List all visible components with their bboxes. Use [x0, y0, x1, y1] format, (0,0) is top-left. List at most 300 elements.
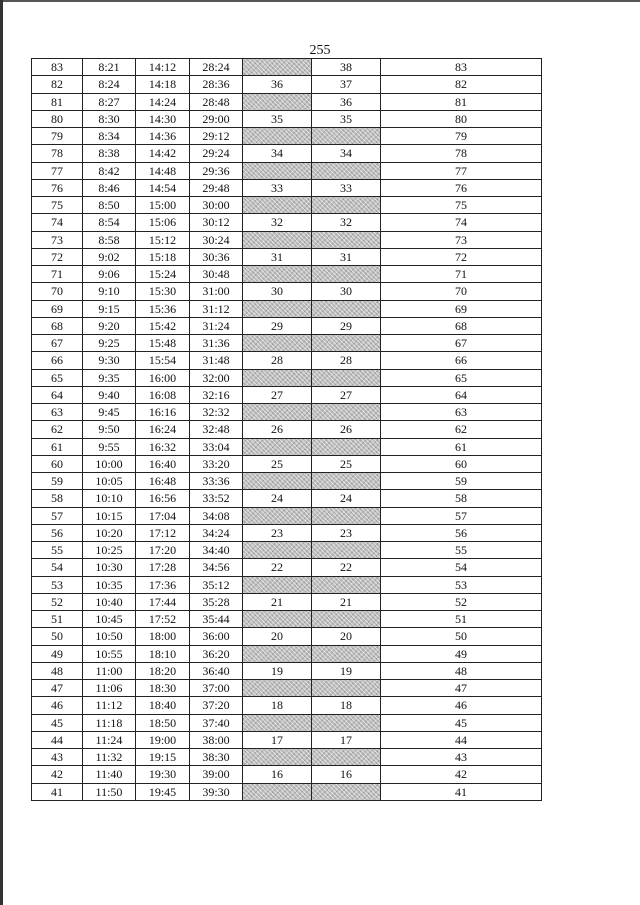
- time-cell-2: 16:40: [136, 455, 190, 472]
- score-cell-a: [243, 93, 312, 110]
- time-cell-1: 11:50: [83, 783, 136, 800]
- table-row: [32, 680, 542, 697]
- time-cell-2: 15:48: [136, 335, 190, 352]
- page-number: 255: [309, 43, 331, 58]
- score-cell-a: [243, 611, 312, 628]
- table-row: [32, 214, 542, 231]
- time-cell-2: 16:16: [136, 404, 190, 421]
- points-cell: 52: [32, 593, 83, 610]
- time-cell-3: 30:12: [190, 214, 243, 231]
- points-cell-right: 61: [381, 438, 542, 455]
- time-cell-3: 33:04: [190, 438, 243, 455]
- points-cell: 64: [32, 386, 83, 403]
- points-cell-right: 72: [381, 248, 542, 265]
- time-cell-2: 18:40: [136, 697, 190, 714]
- table-row: [32, 473, 542, 490]
- score-cell-a: [243, 128, 312, 145]
- time-cell-2: 14:42: [136, 145, 190, 162]
- time-cell-3: 38:30: [190, 749, 243, 766]
- score-cell-a: [243, 645, 312, 662]
- score-cell-b: [312, 404, 381, 421]
- time-cell-2: 17:44: [136, 593, 190, 610]
- points-cell: 53: [32, 576, 83, 593]
- time-cell-1: 9:30: [83, 352, 136, 369]
- points-cell-right: 79: [381, 128, 542, 145]
- table-row: [32, 110, 542, 127]
- time-cell-1: 11:24: [83, 731, 136, 748]
- points-cell-right: 82: [381, 76, 542, 93]
- score-cell-a: 21: [243, 593, 312, 610]
- time-cell-1: 9:45: [83, 404, 136, 421]
- time-cell-1: 9:55: [83, 438, 136, 455]
- time-cell-3: 31:24: [190, 317, 243, 334]
- time-cell-1: 8:46: [83, 179, 136, 196]
- table-row: [32, 76, 542, 93]
- points-cell: 59: [32, 473, 83, 490]
- score-cell-a: 25: [243, 455, 312, 472]
- time-cell-1: 9:15: [83, 300, 136, 317]
- score-cell-b: [312, 473, 381, 490]
- time-cell-2: 18:00: [136, 628, 190, 645]
- time-cell-1: 8:30: [83, 110, 136, 127]
- score-cell-b: 37: [312, 76, 381, 93]
- points-cell-right: 44: [381, 731, 542, 748]
- time-cell-1: 8:54: [83, 214, 136, 231]
- time-cell-1: 10:25: [83, 542, 136, 559]
- time-cell-1: 8:58: [83, 231, 136, 248]
- score-cell-a: 29: [243, 317, 312, 334]
- time-cell-1: 11:18: [83, 714, 136, 731]
- score-cell-b: 28: [312, 352, 381, 369]
- time-cell-1: 9:35: [83, 369, 136, 386]
- points-cell-right: 56: [381, 524, 542, 541]
- time-cell-1: 10:30: [83, 559, 136, 576]
- points-cell: 45: [32, 714, 83, 731]
- score-cell-b: 36: [312, 93, 381, 110]
- score-cell-b: 32: [312, 214, 381, 231]
- points-cell: 46: [32, 697, 83, 714]
- points-cell: 67: [32, 335, 83, 352]
- table-row: [32, 59, 542, 76]
- score-cell-a: [243, 473, 312, 490]
- time-cell-2: 17:52: [136, 611, 190, 628]
- table-row: [32, 128, 542, 145]
- score-cell-b: 34: [312, 145, 381, 162]
- points-cell: 70: [32, 283, 83, 300]
- time-cell-3: 30:36: [190, 248, 243, 265]
- score-cell-a: 20: [243, 628, 312, 645]
- score-cell-a: [243, 231, 312, 248]
- score-cell-b: [312, 783, 381, 800]
- time-cell-1: 10:05: [83, 473, 136, 490]
- table-row: [32, 369, 542, 386]
- score-cell-b: 25: [312, 455, 381, 472]
- table-row: [32, 714, 542, 731]
- time-cell-2: 17:28: [136, 559, 190, 576]
- points-cell: 82: [32, 76, 83, 93]
- time-cell-1: 11:40: [83, 766, 136, 783]
- score-cell-b: [312, 335, 381, 352]
- time-cell-1: 8:24: [83, 76, 136, 93]
- points-cell-right: 81: [381, 93, 542, 110]
- time-cell-2: 15:00: [136, 197, 190, 214]
- table-row: [32, 352, 542, 369]
- table-row: [32, 645, 542, 662]
- score-cell-a: 19: [243, 662, 312, 679]
- time-cell-1: 10:55: [83, 645, 136, 662]
- score-cell-b: 22: [312, 559, 381, 576]
- points-cell-right: 68: [381, 317, 542, 334]
- points-cell: 62: [32, 421, 83, 438]
- score-cell-b: [312, 438, 381, 455]
- points-cell: 61: [32, 438, 83, 455]
- time-cell-3: 34:56: [190, 559, 243, 576]
- time-cell-2: 18:30: [136, 680, 190, 697]
- points-cell-right: 41: [381, 783, 542, 800]
- time-cell-2: 19:45: [136, 783, 190, 800]
- score-cell-a: [243, 576, 312, 593]
- points-cell-right: 77: [381, 162, 542, 179]
- points-cell: 83: [32, 59, 83, 76]
- time-cell-2: 16:24: [136, 421, 190, 438]
- score-cell-a: 31: [243, 248, 312, 265]
- score-cell-b: [312, 749, 381, 766]
- points-cell: 77: [32, 162, 83, 179]
- time-cell-3: 36:40: [190, 662, 243, 679]
- score-cell-a: 30: [243, 283, 312, 300]
- points-cell: 57: [32, 507, 83, 524]
- points-cell-right: 63: [381, 404, 542, 421]
- time-cell-3: 38:00: [190, 731, 243, 748]
- points-cell-right: 58: [381, 490, 542, 507]
- time-cell-2: 18:50: [136, 714, 190, 731]
- points-cell: 47: [32, 680, 83, 697]
- time-cell-3: 29:00: [190, 110, 243, 127]
- points-cell-right: 53: [381, 576, 542, 593]
- time-cell-2: 14:48: [136, 162, 190, 179]
- points-cell-right: 78: [381, 145, 542, 162]
- score-cell-b: [312, 300, 381, 317]
- table-row: [32, 455, 542, 472]
- score-cell-b: 16: [312, 766, 381, 783]
- time-cell-1: 10:00: [83, 455, 136, 472]
- score-cell-b: 27: [312, 386, 381, 403]
- time-cell-3: 31:36: [190, 335, 243, 352]
- time-cell-3: 37:00: [190, 680, 243, 697]
- time-cell-3: 29:24: [190, 145, 243, 162]
- time-cell-3: 34:08: [190, 507, 243, 524]
- score-cell-b: [312, 197, 381, 214]
- points-cell: 69: [32, 300, 83, 317]
- points-cell-right: 70: [381, 283, 542, 300]
- score-cell-a: 16: [243, 766, 312, 783]
- time-cell-1: 10:10: [83, 490, 136, 507]
- time-cell-2: 14:18: [136, 76, 190, 93]
- table-row: [32, 490, 542, 507]
- score-cell-b: 18: [312, 697, 381, 714]
- time-cell-3: 36:00: [190, 628, 243, 645]
- score-cell-b: 26: [312, 421, 381, 438]
- table-row: [32, 335, 542, 352]
- table-row: [32, 731, 542, 748]
- score-cell-a: [243, 59, 312, 76]
- score-cell-b: [312, 576, 381, 593]
- time-cell-3: 37:20: [190, 697, 243, 714]
- points-cell: 75: [32, 197, 83, 214]
- table-row: [32, 438, 542, 455]
- points-cell: 79: [32, 128, 83, 145]
- time-cell-3: 29:36: [190, 162, 243, 179]
- points-cell: 48: [32, 662, 83, 679]
- points-cell-right: 48: [381, 662, 542, 679]
- time-cell-2: 17:04: [136, 507, 190, 524]
- score-cell-a: 26: [243, 421, 312, 438]
- time-cell-1: 8:27: [83, 93, 136, 110]
- table-body: [32, 59, 542, 801]
- score-cell-a: 17: [243, 731, 312, 748]
- time-cell-1: 9:25: [83, 335, 136, 352]
- table-row: [32, 576, 542, 593]
- table-row: [32, 266, 542, 283]
- points-cell-right: 83: [381, 59, 542, 76]
- time-cell-3: 33:52: [190, 490, 243, 507]
- time-cell-3: 32:00: [190, 369, 243, 386]
- time-cell-3: 36:20: [190, 645, 243, 662]
- score-cell-b: 30: [312, 283, 381, 300]
- time-cell-3: 28:36: [190, 76, 243, 93]
- table-row: [32, 628, 542, 645]
- table-row: [32, 662, 542, 679]
- score-table: [31, 58, 542, 801]
- time-cell-1: 9:50: [83, 421, 136, 438]
- time-cell-3: 29:48: [190, 179, 243, 196]
- score-cell-a: 22: [243, 559, 312, 576]
- score-cell-a: 28: [243, 352, 312, 369]
- time-cell-2: 17:12: [136, 524, 190, 541]
- points-cell: 71: [32, 266, 83, 283]
- points-cell-right: 51: [381, 611, 542, 628]
- points-cell: 65: [32, 369, 83, 386]
- score-cell-a: [243, 335, 312, 352]
- time-cell-1: 9:10: [83, 283, 136, 300]
- time-cell-1: 8:38: [83, 145, 136, 162]
- points-cell-right: 45: [381, 714, 542, 731]
- score-cell-a: [243, 404, 312, 421]
- score-cell-a: 24: [243, 490, 312, 507]
- time-cell-1: 8:42: [83, 162, 136, 179]
- score-cell-b: 23: [312, 524, 381, 541]
- score-cell-a: 36: [243, 76, 312, 93]
- time-cell-2: 19:00: [136, 731, 190, 748]
- points-cell-right: 59: [381, 473, 542, 490]
- scan-edge-left: [0, 0, 3, 905]
- points-cell-right: 71: [381, 266, 542, 283]
- time-cell-2: 18:20: [136, 662, 190, 679]
- score-cell-a: [243, 197, 312, 214]
- time-cell-3: 33:20: [190, 455, 243, 472]
- time-cell-3: 39:00: [190, 766, 243, 783]
- time-cell-1: 9:40: [83, 386, 136, 403]
- time-cell-2: 15:54: [136, 352, 190, 369]
- time-cell-3: 30:24: [190, 231, 243, 248]
- table-row: [32, 766, 542, 783]
- score-cell-b: 19: [312, 662, 381, 679]
- table-row: [32, 300, 542, 317]
- table-row: [32, 507, 542, 524]
- score-cell-b: [312, 542, 381, 559]
- time-cell-3: 35:12: [190, 576, 243, 593]
- time-cell-1: 9:02: [83, 248, 136, 265]
- time-cell-3: 32:16: [190, 386, 243, 403]
- points-cell: 73: [32, 231, 83, 248]
- score-cell-b: 20: [312, 628, 381, 645]
- table-row: [32, 317, 542, 334]
- score-cell-b: 29: [312, 317, 381, 334]
- table-row: [32, 749, 542, 766]
- points-cell-right: 67: [381, 335, 542, 352]
- score-cell-b: 21: [312, 593, 381, 610]
- time-cell-1: 11:00: [83, 662, 136, 679]
- points-cell-right: 76: [381, 179, 542, 196]
- table-row: [32, 93, 542, 110]
- points-cell-right: 50: [381, 628, 542, 645]
- score-cell-a: [243, 266, 312, 283]
- table-row: [32, 593, 542, 610]
- time-cell-3: 34:40: [190, 542, 243, 559]
- time-cell-1: 11:32: [83, 749, 136, 766]
- time-cell-1: 10:35: [83, 576, 136, 593]
- points-cell: 54: [32, 559, 83, 576]
- points-cell: 76: [32, 179, 83, 196]
- points-cell-right: 75: [381, 197, 542, 214]
- score-cell-b: 24: [312, 490, 381, 507]
- score-cell-a: [243, 162, 312, 179]
- time-cell-2: 19:15: [136, 749, 190, 766]
- score-cell-b: [312, 680, 381, 697]
- time-cell-2: 17:20: [136, 542, 190, 559]
- score-cell-a: 23: [243, 524, 312, 541]
- points-cell: 49: [32, 645, 83, 662]
- points-cell: 56: [32, 524, 83, 541]
- score-cell-a: [243, 749, 312, 766]
- points-cell: 60: [32, 455, 83, 472]
- points-cell-right: 49: [381, 645, 542, 662]
- points-cell-right: 47: [381, 680, 542, 697]
- score-cell-b: [312, 507, 381, 524]
- points-cell-right: 74: [381, 214, 542, 231]
- table-row: [32, 697, 542, 714]
- points-cell-right: 42: [381, 766, 542, 783]
- table-row: [32, 231, 542, 248]
- time-cell-2: 16:48: [136, 473, 190, 490]
- time-cell-3: 28:48: [190, 93, 243, 110]
- time-cell-1: 11:06: [83, 680, 136, 697]
- time-cell-1: 10:20: [83, 524, 136, 541]
- table-row: [32, 524, 542, 541]
- score-cell-b: [312, 611, 381, 628]
- time-cell-3: 33:36: [190, 473, 243, 490]
- points-cell-right: 69: [381, 300, 542, 317]
- time-cell-2: 15:30: [136, 283, 190, 300]
- points-cell: 63: [32, 404, 83, 421]
- time-cell-2: 14:30: [136, 110, 190, 127]
- time-cell-1: 10:50: [83, 628, 136, 645]
- score-cell-a: 33: [243, 179, 312, 196]
- time-cell-3: 29:12: [190, 128, 243, 145]
- time-cell-1: 9:20: [83, 317, 136, 334]
- time-cell-2: 14:24: [136, 93, 190, 110]
- time-cell-2: 16:00: [136, 369, 190, 386]
- score-cell-a: 32: [243, 214, 312, 231]
- points-cell: 43: [32, 749, 83, 766]
- time-cell-1: 8:21: [83, 59, 136, 76]
- time-cell-1: 9:06: [83, 266, 136, 283]
- score-cell-b: [312, 266, 381, 283]
- time-cell-1: 10:40: [83, 593, 136, 610]
- score-cell-b: [312, 128, 381, 145]
- points-cell-right: 55: [381, 542, 542, 559]
- time-cell-3: 35:28: [190, 593, 243, 610]
- points-cell-right: 46: [381, 697, 542, 714]
- time-cell-2: 15:12: [136, 231, 190, 248]
- score-cell-b: 17: [312, 731, 381, 748]
- time-cell-2: 14:54: [136, 179, 190, 196]
- time-cell-3: 31:12: [190, 300, 243, 317]
- score-cell-a: [243, 542, 312, 559]
- time-cell-3: 37:40: [190, 714, 243, 731]
- points-cell: 50: [32, 628, 83, 645]
- table-row: [32, 559, 542, 576]
- time-cell-1: 10:45: [83, 611, 136, 628]
- points-cell-right: 73: [381, 231, 542, 248]
- table-row: [32, 179, 542, 196]
- time-cell-2: 14:12: [136, 59, 190, 76]
- points-cell: 80: [32, 110, 83, 127]
- score-cell-a: 35: [243, 110, 312, 127]
- time-cell-3: 31:48: [190, 352, 243, 369]
- time-cell-3: 30:48: [190, 266, 243, 283]
- time-cell-2: 15:36: [136, 300, 190, 317]
- score-cell-a: [243, 507, 312, 524]
- time-cell-2: 15:42: [136, 317, 190, 334]
- time-cell-2: 14:36: [136, 128, 190, 145]
- points-cell: 51: [32, 611, 83, 628]
- time-cell-3: 32:32: [190, 404, 243, 421]
- points-cell-right: 57: [381, 507, 542, 524]
- table-row: [32, 145, 542, 162]
- time-cell-3: 31:00: [190, 283, 243, 300]
- score-cell-b: [312, 645, 381, 662]
- time-cell-2: 15:18: [136, 248, 190, 265]
- score-cell-a: 34: [243, 145, 312, 162]
- time-cell-3: 28:24: [190, 59, 243, 76]
- points-cell: 72: [32, 248, 83, 265]
- score-cell-a: [243, 300, 312, 317]
- table-row: [32, 248, 542, 265]
- time-cell-1: 11:12: [83, 697, 136, 714]
- points-cell: 81: [32, 93, 83, 110]
- points-cell-right: 65: [381, 369, 542, 386]
- score-cell-a: [243, 369, 312, 386]
- points-cell: 68: [32, 317, 83, 334]
- points-cell: 78: [32, 145, 83, 162]
- score-cell-b: [312, 162, 381, 179]
- time-cell-2: 15:06: [136, 214, 190, 231]
- time-cell-2: 15:24: [136, 266, 190, 283]
- time-cell-2: 16:32: [136, 438, 190, 455]
- points-cell: 42: [32, 766, 83, 783]
- time-cell-3: 39:30: [190, 783, 243, 800]
